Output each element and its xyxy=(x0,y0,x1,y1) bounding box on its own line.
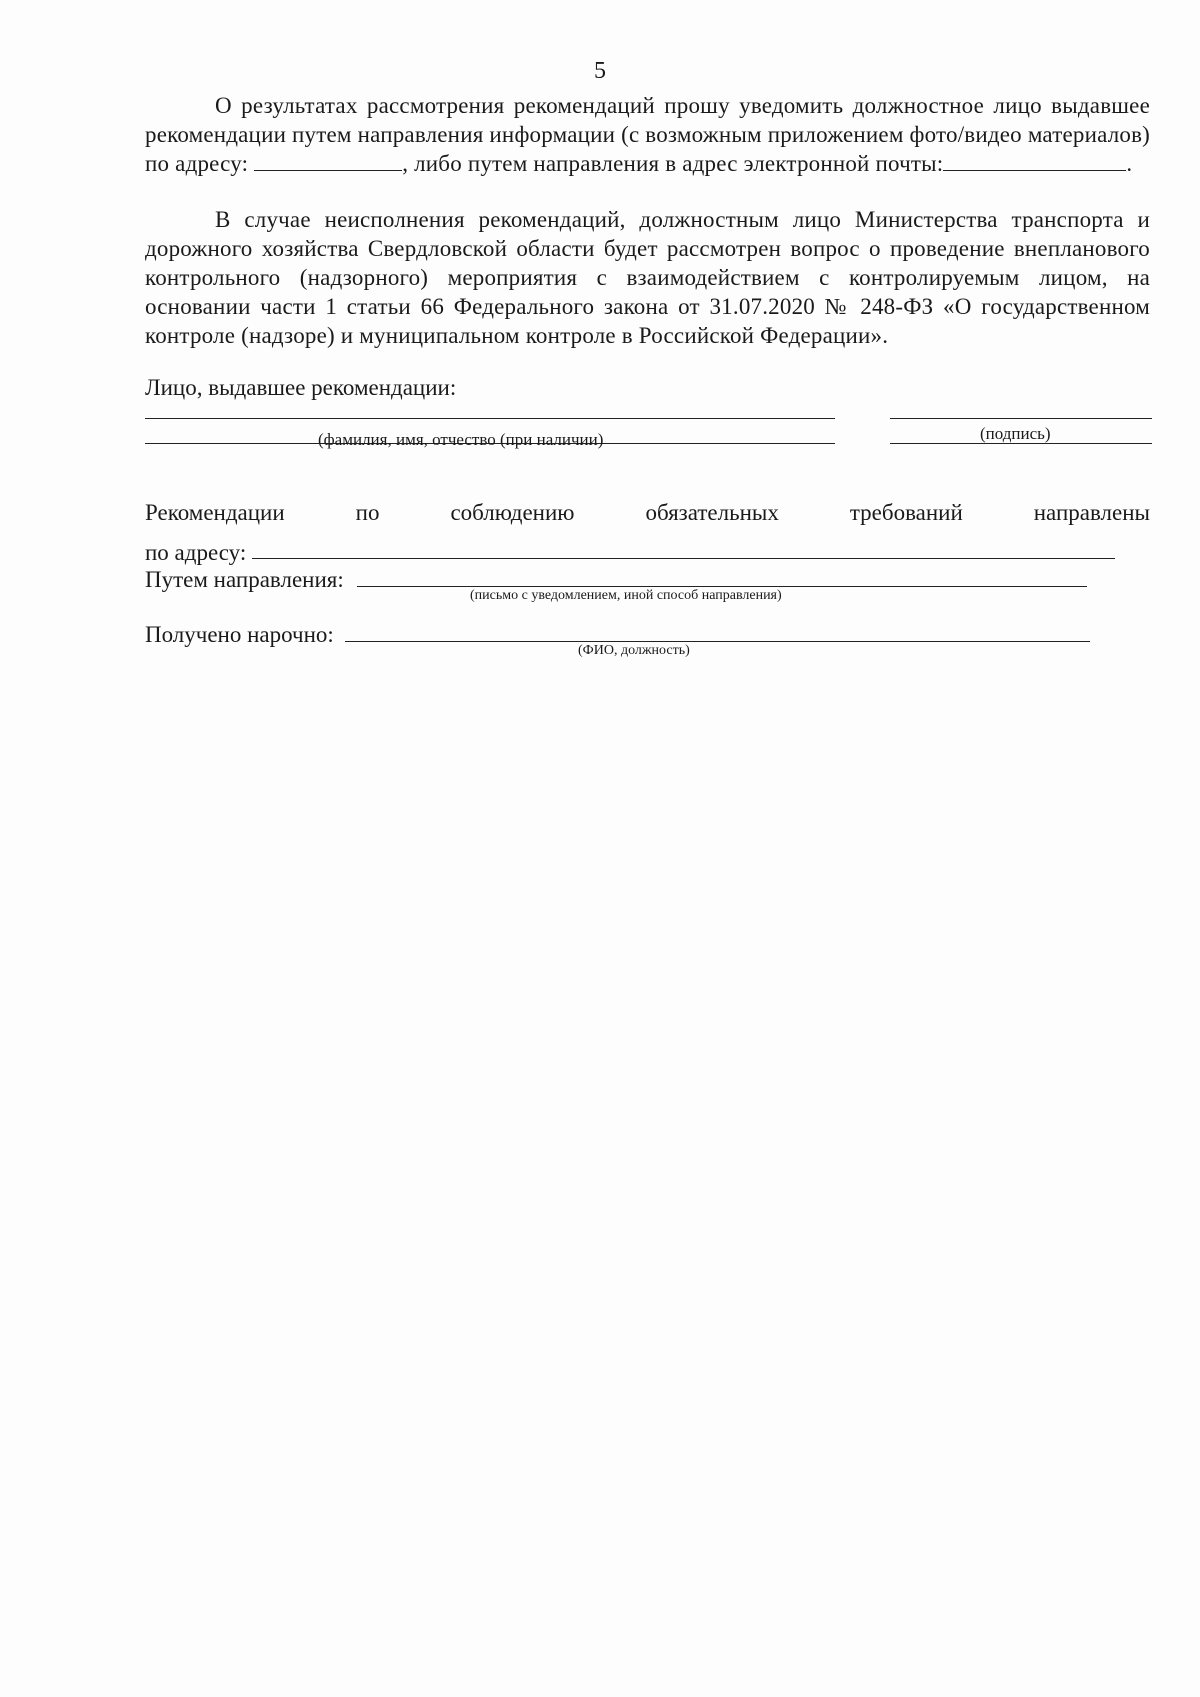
sent-word-6: направлены xyxy=(1033,500,1150,525)
method-caption: (письмо с уведомлением, иной способ направления) xyxy=(470,588,782,603)
non-compliance-paragraph xyxy=(145,205,1150,350)
sent-word-5: требований xyxy=(849,500,963,525)
issuer-label: Лицо, выдавшее рекомендации: xyxy=(145,375,457,400)
sent-word-4: обязательных xyxy=(645,500,779,525)
method-label: Путем направления: xyxy=(145,567,344,592)
signature-line-top xyxy=(890,418,1152,419)
paragraph2-text: В случае неисполнения рекомендаций, должностным лицо Министерства транспорта и дорожного хозяйства Свердловской области будет рассмотрен вопрос о проведение внепланового контрольного (надзорного) мероприятия с взаимодействием с контролируемым лицом, на основании части 1 статьи 66 Федерального закона от 31.07.2020 № 248-ФЗ «О государственном контроле (надзоре) и муниципальном контроле в Российской Федерации». xyxy=(145,207,1150,348)
page-number: 5 xyxy=(594,58,606,84)
received-line[interactable] xyxy=(345,641,1090,642)
sent-word-3: соблюдению xyxy=(450,500,575,525)
issuer-name-caption: (фамилия, имя, отчество (при наличии) xyxy=(318,430,604,449)
address-line[interactable] xyxy=(252,558,1115,559)
notification-paragraph xyxy=(145,91,1150,178)
address-label: по адресу: xyxy=(145,540,247,565)
method-line[interactable] xyxy=(357,586,1087,587)
received-label: Получено нарочно: xyxy=(145,622,334,647)
paragraph1-text-end: . xyxy=(1126,151,1133,176)
signature-caption: (подпись) xyxy=(980,424,1051,443)
issuer-name-line-top xyxy=(145,418,835,419)
sent-word-2: по xyxy=(355,500,380,525)
paragraph1-text-after: , либо путем направления в адрес электронной почты: xyxy=(402,151,944,176)
address-blank-field[interactable] xyxy=(254,150,402,171)
sent-statement xyxy=(145,500,1150,526)
email-blank-field[interactable] xyxy=(943,150,1126,171)
sent-word-1: Рекомендации xyxy=(145,500,285,525)
paragraph1-text-before: О результатах рассмотрения рекомендаций прошу уведомить должностное лицо выдавшее рекомендации путем направления информации (с возможным приложением фото/видео материалов) по адресу: xyxy=(145,93,1151,176)
received-caption: (ФИО, должность) xyxy=(578,643,690,658)
